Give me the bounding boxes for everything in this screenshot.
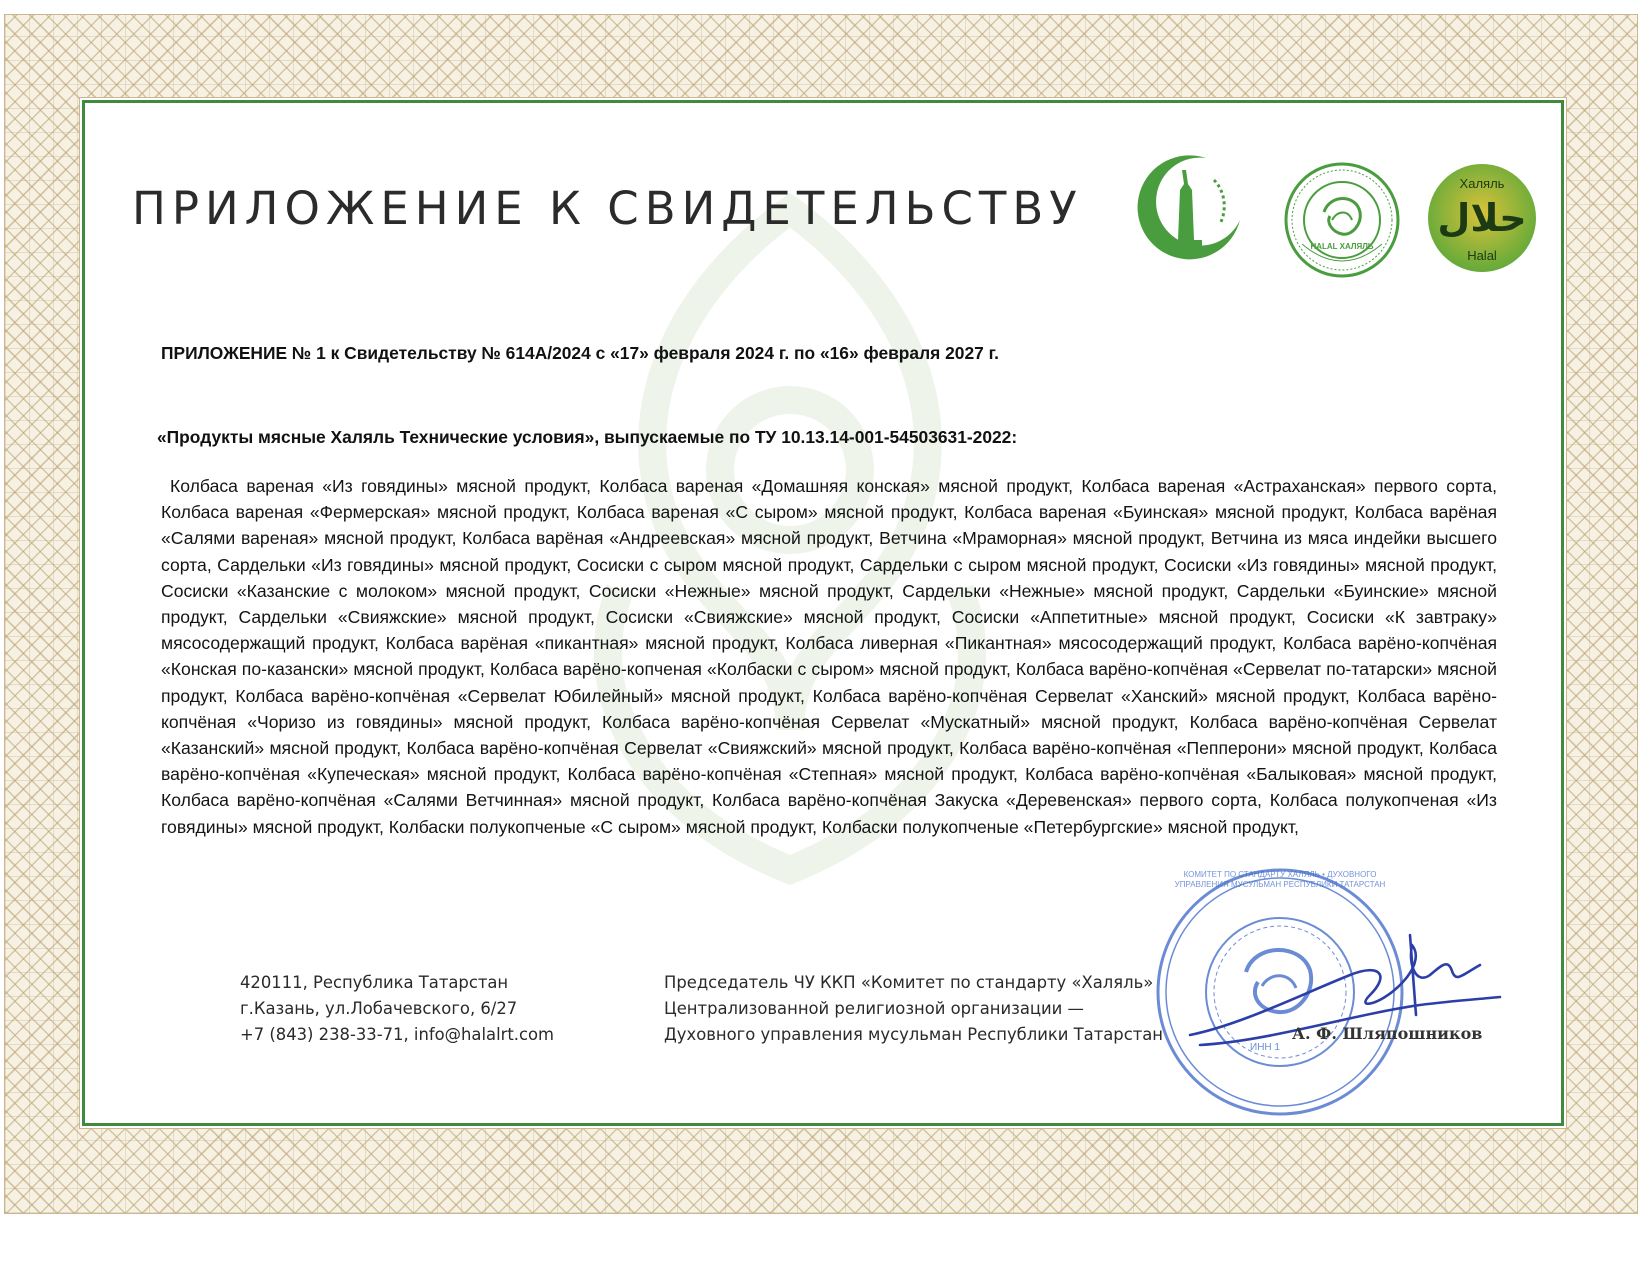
product-list-text: Колбаса вареная «Из говядины» мясной продукт, Колбаса вареная «Домашняя конская» мясной продукт, Колбаса вареная «Астраханская» первого сорта, Колбаса вареная «Фермерская» мясной продукт, Колбаса вареная «С сыром» мясной продукт, Колбаса вареная «Буинская» мясной продукт, Колбаса варёная «Салями вареная» мясной продукт, Колбаса варёная «Андреевская» мясной продукт, Ветчина «Мраморная» мясной продукт, Ветчина из мяса индейки высшего сорта, Сардельки «Из говядины» мясной продукт, Сосиски с сыром мясной продукт, Сардельки с сыром мясной продукт, Сосиски «Из говядины» мясной продукт, Сосиски «Казанские с молоком» мясной продукт, Сосиски «Нежные» мясной продукт, Сардельки «Нежные» мясной продукт, Сардельки «Буинские» мясной продукт, Сардельки «Свияжские» мясной продукт, Сосиски «Свияжские» мясной продукт, Сосиски «Аппетитные» мясной продукт, Сосиски «К завтраку» мясосодержащий продукт, Колбаса варёная «пикантная» мясной продукт, Колбаса ливерная «Пикантная» мясосодержащий продукт, Колбаса варёно-копчёная «Конская по-казански» мясной продукт, Колбаса варёно-копченая «Колбаски с сыром» мясной продукт, Колбаса варёно-копчёная «Сервелат по-татарски» мясной продукт, Колбаса варёно-копчёная «Сервелат Юбилейный» мясной продукт, Колбаса варёно-копчёная Сервелат «Ханский» мясной продукт, Колбаса варёно-копчёная «Чоризо из говядины» мясной продукт, Колбаса варёно-копчёная Сервелат «Мускатный» мясной продукт, Колбаса варёно-копчёная Сервелат «Казанский» мясной продукт, Колбаса варёно-копчёная Сервелат «Свияжский» мясной продукт, Колбаса варёно-копчёная «Пепперони» мясной продукт, Колбаса варёно-копчёная «Купеческая» мясной продукт, Колбаса варёно-копчёная «Степная» мясной продукт, Колбаса варёно-копчёная «Балыковая» мясной продукт, Колбаса варёно-копчёная «Салями Ветчинная» мясной продукт, Колбаса варёно-копчёная Закуска «Деревенская» первого сорта, Колбаса полукопченая «Из говядины» мясной продукт, Колбаски полукопченые «С сыром» мясной продукт, Колбаски полукопченые «Петербургские» мясной продукт, (161, 476, 1497, 837)
stamp-ring-text: КОМИТЕТ ПО СТАНДАРТУ ХАЛЯЛЬ • ДУХОВНОГО УПРАВЛЕНИЯ МУСУЛЬМАН РЕСПУБЛИКИ ТАТАРСТАН (1174, 870, 1386, 889)
appendix-reference: ПРИЛОЖЕНИЕ № 1 к Свидетельству № 614А/2024 с «17» февраля 2024 г. по «16» февраля 2027 г. (161, 343, 999, 363)
seal-ring-text: HALAL ХАЛЯЛЬ (1310, 242, 1374, 251)
address-line: +7 (843) 238-33-71, info@halalrt.com (240, 1025, 554, 1044)
address-line: 420111, Республика Татарстан (240, 973, 509, 992)
address-line: г.Казань, ул.Лобачевского, 6/27 (240, 999, 518, 1018)
chair-line: Централизованной религиозной организации — (664, 999, 1084, 1018)
signer-name: А. Ф. Шляпошников (1292, 1024, 1483, 1043)
halal-committee-seal-icon (1282, 160, 1402, 280)
document-title: ПРИЛОЖЕНИЕ К СВИДЕТЕЛЬСТВУ (132, 182, 1083, 235)
chair-line: Председатель ЧУ ККП «Комитет по стандарту «Халяль» (664, 973, 1154, 992)
halal-badge-bottom-text: Halal (1467, 248, 1497, 263)
halal-badge-top-text: Халяль (1459, 176, 1505, 191)
chair-line: Духовного управления мусульман Республики Татарстан (664, 1025, 1164, 1044)
halal-badge-arabic-text: حلال (1437, 196, 1527, 240)
stamp-inn-text: ИНН 1 (1250, 1042, 1280, 1053)
crescent-mosque-logo-icon (1128, 150, 1246, 268)
product-heading: «Продукты мясные Халяль Технические условия», выпускаемые по ТУ 10.13.14-001-54503631-2022: (157, 427, 1018, 447)
organization-address (240, 970, 600, 1048)
chairman-title (664, 970, 1224, 1048)
